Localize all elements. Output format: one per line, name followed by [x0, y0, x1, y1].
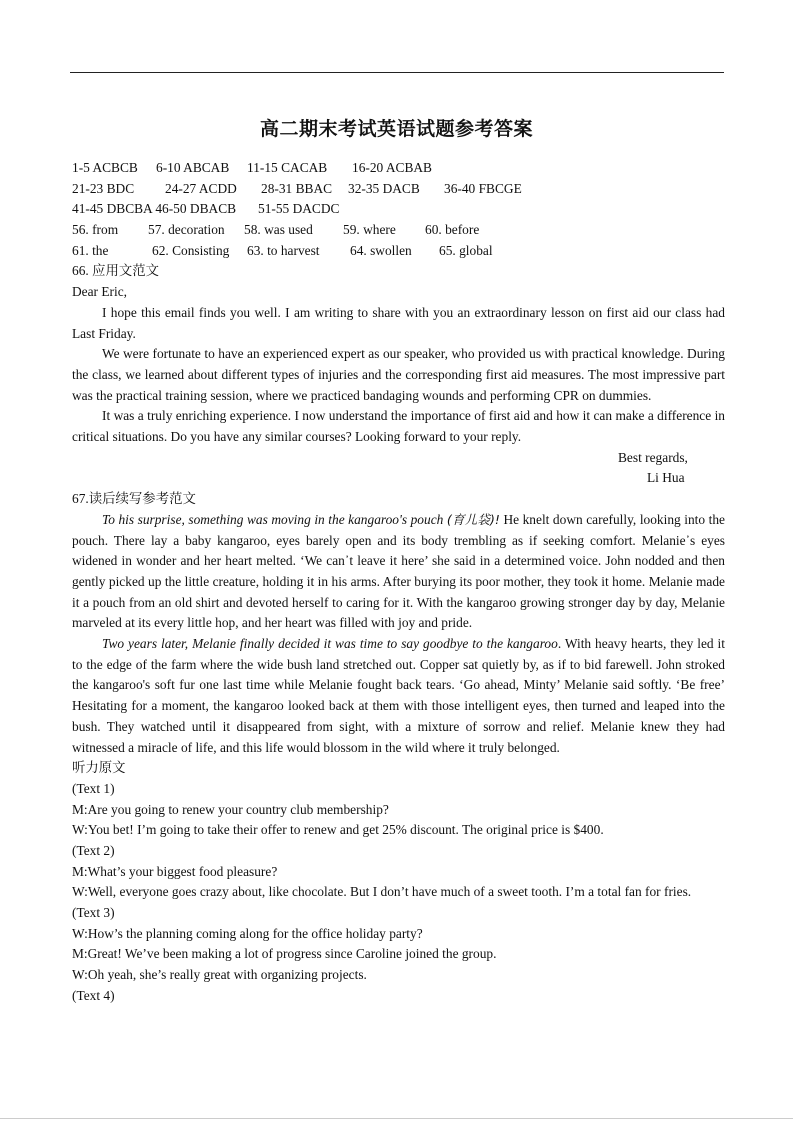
transcript-line: W:Well, everyone goes crazy about, like chocolate. But I don’t have much of a sweet tooth. I’m a total fan for fries. [72, 884, 692, 900]
letter-paragraph: I hope this email finds you well. I am writing to share with you an extraordinary lesson on first aid our class had Last Friday. [72, 304, 725, 341]
answer-group: 57. decoration [148, 222, 225, 238]
answer-group: 65. global [439, 242, 493, 258]
listening-heading: 听力原文 [72, 760, 126, 776]
answer-row-2 [72, 179, 725, 200]
transcript-line: M:What’s your biggest food pleasure? [72, 863, 278, 879]
transcript-line: W:How’s the planning coming along for the office holiday party? [72, 925, 423, 941]
answer-group: 1-5 ACBCB [72, 160, 138, 175]
transcript-line: (Text 2) [72, 842, 115, 858]
answer-group: 16-20 ACBAB [352, 160, 432, 175]
answer-group: 56. from [72, 222, 119, 238]
answer-row-3 [72, 199, 725, 220]
answer-group: 51-55 DACDC [258, 201, 340, 217]
letter-signature: Li Hua [647, 470, 685, 486]
transcript-line: (Text 3) [72, 905, 115, 921]
header-rule [70, 72, 724, 73]
answer-group: 6-10 ABCAB [156, 160, 230, 175]
story-prompt-sentence: Two years later, Melanie finally decided it was time to say goodbye to the kangaroo [102, 636, 558, 652]
answer-group: 24-27 ACDD [165, 180, 237, 196]
transcript-line: (Text 1) [72, 780, 115, 796]
answer-group: 36-40 FBCGE [444, 180, 522, 196]
answer-group: 59. where [343, 222, 396, 238]
answer-group: 28-31 BBAC [261, 180, 333, 196]
answer-row-5 [72, 241, 725, 262]
story-continuation: . With heavy hearts, they led it to the edge of the farm where the wide bush land stretched out. Copper sat quietly by, as if to bid farewell. John stroked the kangaroo's soft fur one last time while Melanie fought back tears. ‘Go ahead, Minty’ Melanie said softly. ‘Be free’ Hesitating for a moment, the kangaroo looked back at them with those intelligent eyes, then turned and leaped into the bush. They watched until it disappeared from sight, with a mixture of sorrow and relief. Melanie knew they had witnessed a miracle of life, and this life would blossom in the wild where it truly belonged. [72, 636, 725, 755]
story-continuation: He knelt down carefully, looking into the pouch. There lay a baby kangaroo, eyes barely open and its body trembling as if seeking comfort. Melanie᾽s eyes widened in wonder and her heart melted. ‘We can᾽t leave it here’ she said in a determined voice. John nodded and then gently picked up the little creature, holding it in his arms. After burying its poor mother, they took it home. Melanie made it a pouch from an old shirt and devoted herself to caring for it. With the kangaroo growing stronger day by day, Melanie marveled at its every little hop, and her heart was filled with joy and pride. [72, 511, 725, 631]
answer-group: 32-35 DACB [348, 180, 420, 196]
answer-group: 11-15 CACAB [247, 160, 328, 175]
answer-group: 61. the [72, 242, 109, 258]
story-paragraph [72, 634, 725, 758]
section-67-heading: 67.读后续写参考范文 [72, 491, 196, 507]
answer-group: 58. was used [244, 222, 313, 238]
answer-group: 60. before [425, 222, 480, 238]
transcript-line: (Text 4) [72, 987, 115, 1003]
document-body [72, 158, 725, 1006]
story-note: (育儿袋)! [446, 511, 500, 527]
answer-group: 63. to harvest [247, 242, 320, 258]
letter-paragraph: It was a truly enriching experience. I now understand the importance of first aid and how it can make a difference in critical situations. Do you have any similar courses? Looking forward to your reply. [72, 408, 725, 445]
page-title: 高二期末考试英语试题参考答案 [259, 118, 533, 140]
section-66-heading: 66. 应用文范文 [72, 263, 160, 279]
answer-row-4 [72, 220, 725, 241]
story-prompt-sentence: To his surprise, something was moving in the kangaroo's pouch [102, 511, 444, 527]
letter-greeting: Dear Eric, [72, 284, 128, 300]
transcript-line: W:You bet! I’m going to take their offer to renew and get 25% discount. The original price is $400. [72, 822, 604, 838]
answer-group: 64. swollen [350, 242, 412, 258]
answer-group: 21-23 BDC [72, 180, 135, 196]
page-edge [0, 1118, 793, 1119]
letter-closing: Best regards, [618, 449, 688, 465]
answer-group: 41-45 DBCBA 46-50 DBACB [72, 201, 237, 217]
answer-group: 62. Consisting [152, 242, 230, 258]
answer-row-1 [72, 158, 725, 179]
transcript-line: W:Oh yeah, she’s really great with organizing projects. [72, 967, 367, 983]
transcript-line: M:Great! We’ve been making a lot of progress since Caroline joined the group. [72, 946, 497, 962]
transcript-line: M:Are you going to renew your country club membership? [72, 801, 389, 817]
letter-paragraph: We were fortunate to have an experienced expert as our speaker, who provided us with practical knowledge. During the class, we learned about different types of injuries and the corresponding first aid measures. The most impressive part was the practical training session, where we practiced bandaging wounds and performing CPR on dummies. [72, 346, 725, 403]
story-paragraph [72, 510, 725, 634]
